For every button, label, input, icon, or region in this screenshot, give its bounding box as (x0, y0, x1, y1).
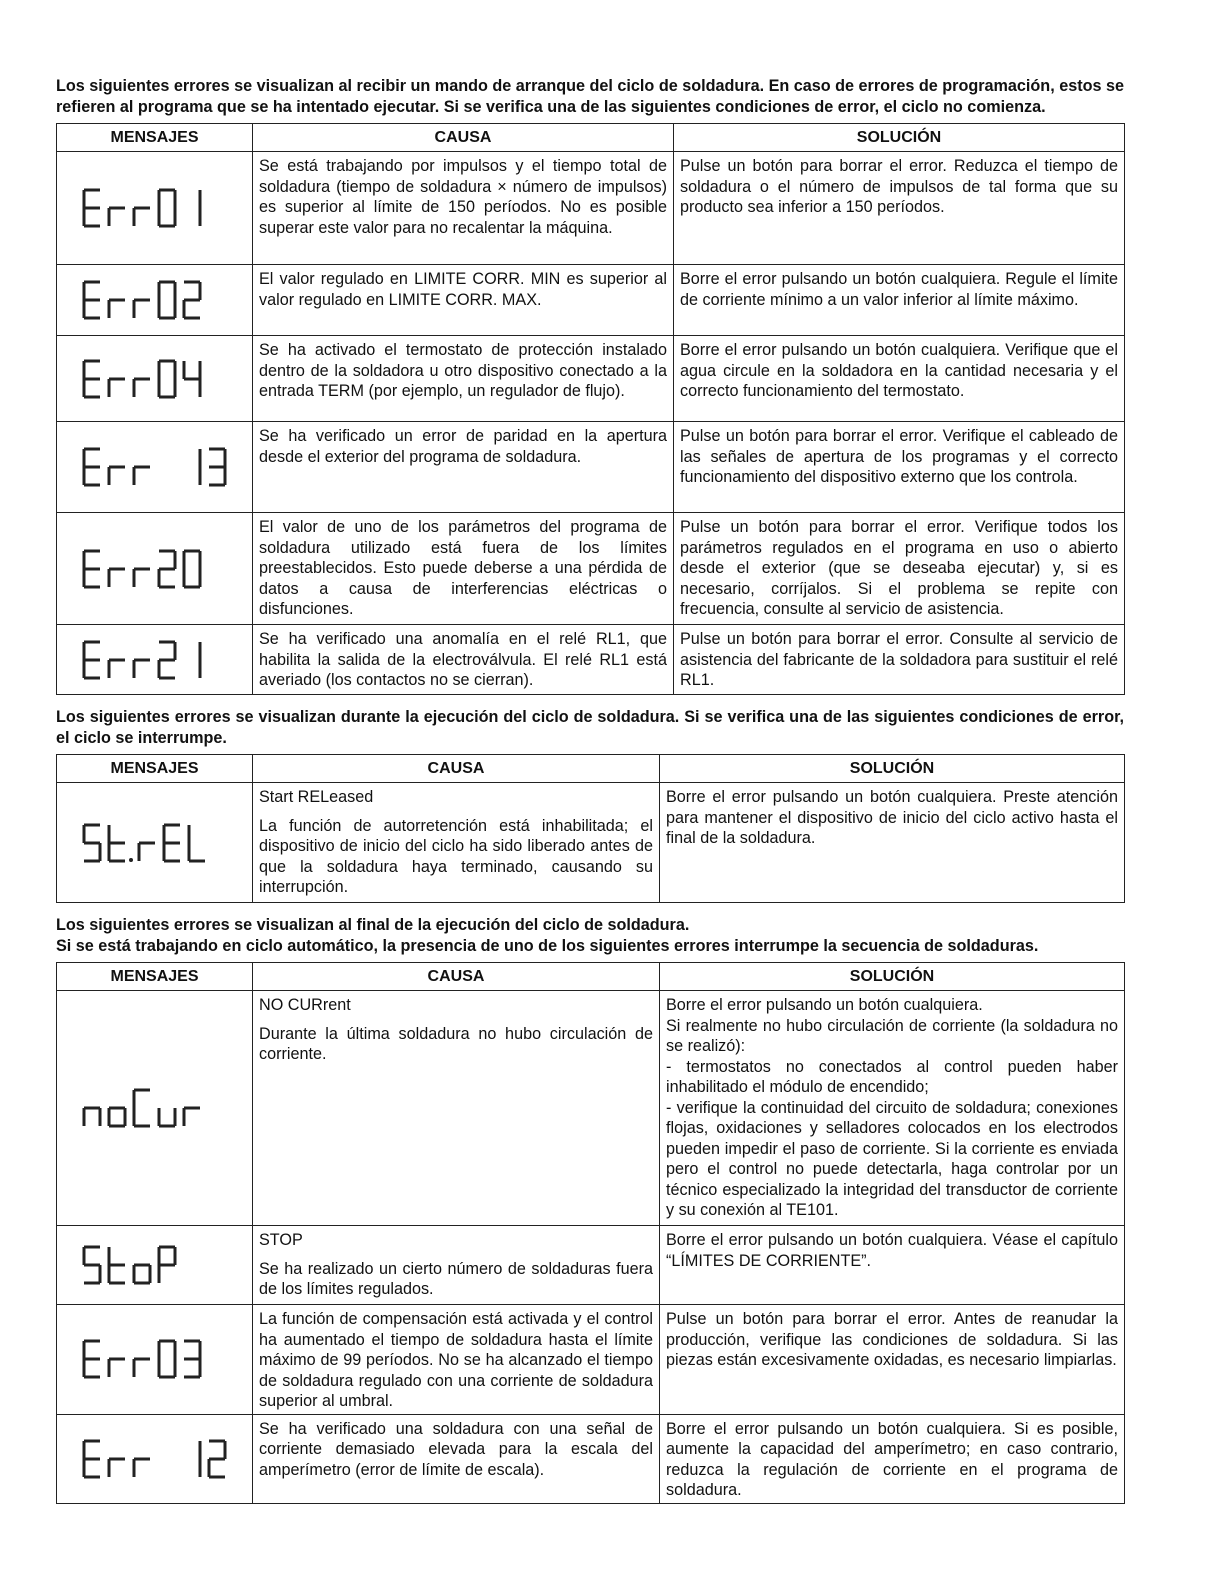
cause-text: El valor regulado en LIMITE CORR. MIN es superior al valor regulado en LIMITE CORR. MAX. (253, 265, 674, 336)
table-row (57, 783, 1125, 903)
lcd-display-err21 (80, 638, 230, 682)
lcd-display-err20 (80, 547, 230, 591)
cause-title: STOP (259, 1231, 303, 1249)
header-causa: CAUSA (253, 124, 674, 152)
solution-text: Borre el error pulsando un botón cualquiera. Verifique que el agua circule en la soldadora en la cantidad necesaria y el correcto funcionamiento del termostato. (674, 336, 1125, 422)
table-row (57, 265, 1125, 336)
cause-text: Durante la última soldadura no hubo circulación de corriente. (259, 1024, 653, 1063)
cause-text: Se ha verificado una soldadura con una señal de corriente demasiado elevada para la escala del amperímetro (error de límite de escala). (253, 1414, 660, 1503)
solution-cell (660, 991, 1125, 1226)
header-mensajes: MENSAJES (57, 755, 253, 783)
cause-cell (253, 991, 660, 1226)
lcd-display-err04 (80, 357, 230, 401)
header-mensajes: MENSAJES (57, 124, 253, 152)
solution-line: Si realmente no hubo circulación de corriente (la soldadura no se realizó): (666, 1016, 1118, 1055)
display-message (57, 265, 253, 336)
display-message (57, 1305, 253, 1415)
solution-text: Borre el error pulsando un botón cualquiera. Regule el límite de corriente mínimo a un valor inferior al límite máximo. (674, 265, 1125, 336)
cause-text: Se está trabajando por impulsos y el tiempo total de soldadura (tiempo de soldadura × número de impulsos) es superior al límite de 150 períodos. No es posible superar este valor para no recalentar la máquina. (253, 152, 674, 265)
display-message (57, 783, 253, 903)
cause-title: NO CURrent (259, 996, 351, 1014)
section-2-intro: Los siguientes errores se visualizan durante la ejecución del ciclo de soldadura. Si se verifica una de las siguientes condiciones de error, el ciclo se interrumpe. (56, 708, 1124, 747)
cause-text: El valor de uno de los parámetros del programa de soldadura utilizado está fuera de los límites preestablecidos. Esto puede deberse a una pérdida de datos a causa de interferencias eléctricas o disfunciones. (253, 513, 674, 625)
cause-text: La función de autorretención está inhabilitada; el dispositivo de inicio del ciclo ha sido liberado antes de que la soldadura haya terminado, causando su interrupción. (259, 816, 653, 896)
header-solucion: SOLUCIÓN (674, 124, 1125, 152)
solution-line: - verifique la continuidad del circuito de soldadura; conexiones flojas, oxidaciones y selladores colocados en los electrodos pueden impedir el paso de corriente. Si la corriente es enviada pero el control no puede detectarla, haga controlar por un técnico especializado la integridad del transductor de corriente y su conexión al TE101. (666, 1098, 1118, 1219)
section-3-intro-2: Si se está trabajando en ciclo automático, la presencia de uno de los siguientes errores interrumpe la secuencia de soldaduras. (56, 936, 1039, 955)
display-message (57, 991, 253, 1226)
table-row (57, 513, 1125, 625)
solution-text: Pulse un botón para borrar el error. Verifique el cableado de las señales de apertura de los programas y el correcto funcionamiento del dispositivo externo que los controla. (674, 422, 1125, 513)
display-message (57, 422, 253, 513)
cause-text: Se ha activado el termostato de protección instalado dentro de la soldadora u otro dispositivo conectado a la entrada TERM (por ejemplo, un regulador de flujo). (253, 336, 674, 422)
cause-text: Se ha verificado una anomalía en el relé RL1, que habilita la salida de la electroválvula. El relé RL1 está averiado (los contactos no se cierran). (253, 625, 674, 695)
solution-line: Borre el error pulsando un botón cualquiera. (666, 996, 983, 1014)
header-mensajes: MENSAJES (57, 963, 253, 991)
header-causa: CAUSA (253, 963, 660, 991)
solution-text: Pulse un botón para borrar el error. Consulte al servicio de asistencia del fabricante de la soldadora para sustituir el relé RL1. (674, 625, 1125, 695)
table-row (57, 1226, 1125, 1305)
solution-text: Borre el error pulsando un botón cualquiera. Véase el capítulo “LÍMITES DE CORRIENTE”. (660, 1226, 1125, 1305)
lcd-display-err13 (80, 445, 230, 489)
error-table-during (56, 754, 1125, 903)
solution-text: Pulse un botón para borrar el error. Verifique todos los parámetros regulados en el programa en uso o abierto desde el exterior (que se deseaba ejecutar) y, si es necesario, corríjalos. Si el problema se repite con frecuencia, consulte al servicio de asistencia. (674, 513, 1125, 625)
section-1-intro: Los siguientes errores se visualizan al recibir un mando de arranque del ciclo de soldadura. En caso de errores de programación, estos se refieren al programa que se ha intentado ejecutar. Si se verifica una de las siguientes condiciones de error, el ciclo no comienza. (56, 77, 1124, 116)
solution-text: Pulse un botón para borrar el error. Reduzca el tiempo de soldadura o el número de impulsos de tal forma que su producto sea inferior a 150 períodos. (674, 152, 1125, 265)
table-row (57, 422, 1125, 513)
header-solucion: SOLUCIÓN (660, 963, 1125, 991)
table-row (57, 1305, 1125, 1415)
cause-text: Se ha verificado un error de paridad en la apertura desde el exterior del programa de soldadura. (253, 422, 674, 513)
solution-text: Pulse un botón para borrar el error. Antes de reanudar la producción, verifique las condiciones de soldadura. Si las piezas están excesivamente oxidadas, es necesario limpiarlas. (660, 1305, 1125, 1415)
display-message (57, 336, 253, 422)
cause-text: Se ha realizado un cierto número de soldaduras fuera de los límites regulados. (259, 1259, 653, 1298)
cause-text: La función de compensación está activada y el control ha aumentado el tiempo de soldadura hasta el límite máximo de 99 períodos. No se ha alcanzado el tiempo de soldadura regulado con una corriente de soldadura superior al umbral. (253, 1305, 660, 1415)
header-causa: CAUSA (253, 755, 660, 783)
table-row (57, 336, 1125, 422)
lcd-display-err01 (80, 186, 230, 230)
display-message (57, 513, 253, 625)
display-message (57, 625, 253, 695)
lcd-display-nocur (80, 1086, 230, 1130)
display-message (57, 1414, 253, 1503)
section-3-intro: Los siguientes errores se visualizan al final de la ejecución del ciclo de soldadura. (56, 916, 690, 934)
table-row (57, 625, 1125, 695)
lcd-display-stop (80, 1243, 230, 1287)
table-row (57, 1414, 1125, 1503)
lcd-display-strel (80, 821, 230, 865)
error-table-start (56, 123, 1125, 695)
lcd-display-err02 (80, 278, 230, 322)
document-page (56, 76, 1124, 1516)
cause-title: Start RELeased (259, 788, 374, 806)
cause-cell (253, 783, 660, 903)
solution-text: Borre el error pulsando un botón cualquiera. Si es posible, aumente la capacidad del amperímetro; en caso contrario, reduzca la regulación de corriente en el programa de soldadura. (660, 1414, 1125, 1503)
cause-cell (253, 1226, 660, 1305)
display-message (57, 1226, 253, 1305)
table-row (57, 991, 1125, 1226)
display-message (57, 152, 253, 265)
lcd-display-err12 (80, 1437, 230, 1481)
header-solucion: SOLUCIÓN (660, 755, 1125, 783)
solution-line: - termostatos no conectados al control pueden haber inhabilitado el módulo de encendido; (666, 1057, 1118, 1096)
error-table-end (56, 962, 1125, 1504)
table-row (57, 152, 1125, 265)
solution-text: Borre el error pulsando un botón cualquiera. Preste atención para mantener el dispositivo de inicio del ciclo activo hasta el final de la soldadura. (660, 783, 1125, 903)
lcd-display-err03 (80, 1337, 230, 1381)
